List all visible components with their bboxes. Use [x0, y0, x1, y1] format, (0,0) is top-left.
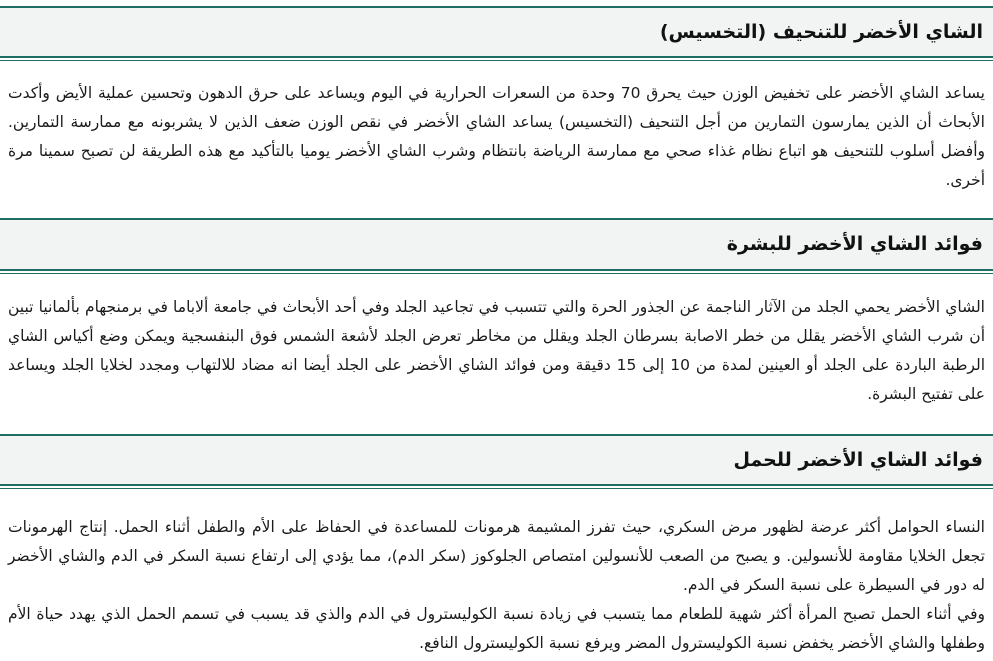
section-heading-band [0, 218, 993, 271]
paragraph: الشاي الأخضر يحمي الجلد من الآثار الناجمة عن الجذور الحرة والتي تتسبب في تجاعيد الجلد وفي أحد الأبحاث في جامعة ألاباما في برمنجهام بألمانيا تبين أن شرب الشاي الأخضر يقلل من خطر الاصابة بسرطان الجلد ويقلل من مخاطر تعرض الجلد لأشعة الشمس فوق البنفسجية ويمكن وضع أكياس الشاي الرطبة الباردة على الجلد أو العينين لمدة من 10 إلى 15 دقيقة ومن فوائد الشاي الأخضر على الجلد أيضا انه مضاد للالتهاب ومجدد لخلايا الجلد ويساعد على تفتيح البشرة. [8, 298, 985, 403]
section-body-pregnancy [8, 513, 985, 658]
section-title-slimming: الشاي الأخضر للتنحيف (التخسيس) [659, 21, 983, 43]
paragraph: النساء الحوامل أكثر عرضة لظهور مرض السكري، حيث تفرز المشيمة هرمونات للمساعدة في الحفاظ على الأم والطفل أثناء الحمل. إنتاج الهرمونات تجعل الخلايا مقاومة للأنسولين. و يصبح من الصعب للأنسولين امتصاص الجلوكوز (سكر الدم)، مما يؤدي إلى ارتفاع نسبة السكر في الدم والشاي الأخضر له دور في السيطرة على نسبة السكر في الدم. [8, 518, 985, 594]
section-heading-band [0, 6, 993, 58]
section-heading-band [0, 434, 993, 486]
section-body-skin [8, 293, 985, 409]
section-title-skin: فوائد الشاي الأخضر للبشرة [726, 233, 983, 255]
paragraph: وفي أثناء الحمل تصبح المرأة أكثر شهية للطعام مما يتسبب في زيادة نسبة الكوليسترول في الدم والذي قد يسبب في تسمم الحمل الذي يهدد حياة الأم وطفلها والشاي الأخضر يخفض نسبة الكوليسترول المضر ويرفع نسبة الكوليسترول النافع. [8, 605, 985, 652]
section-title-pregnancy: فوائد الشاي الأخضر للحمل [733, 449, 983, 471]
section-body-slimming [8, 79, 985, 195]
paragraph: يساعد الشاي الأخضر على تخفيض الوزن حيث يحرق 70 وحدة من السعرات الحرارية في اليوم ويساعد على حرق الدهون وتحسين عملية الأيض وأكدت الأبحاث أن الذين يمارسون التمارين من أجل التنحيف (التخسيس) يساعد الشاي الأخضر في نقص الوزن ضعف الذين لا يشربونه مع ممارسة التمارين. وأفضل أسلوب للتنحيف هو اتباع نظام غذاء صحي مع ممارسة الرياضة بانتظام وشرب الشاي الأخضر يوميا بالتأكيد مع هذه الطريقة لن تصبح سمينا مرة أخرى. [8, 84, 985, 189]
